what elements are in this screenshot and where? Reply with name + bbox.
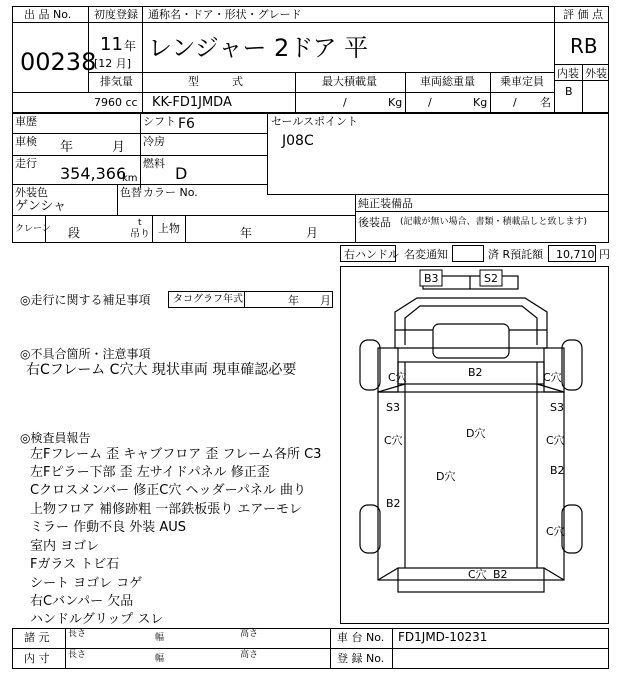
width-label: 幅 [155, 633, 165, 643]
gross-weight-label: 車両総重量 [420, 75, 475, 88]
inspection-year-unit: 年 [60, 140, 74, 155]
ac-label: 冷房 [143, 135, 165, 148]
lot-number: 00238 [20, 48, 97, 76]
aftermarket-note: (記載が無い場合、書類・積載品しと致します) [400, 217, 588, 227]
damage-mark: C穴 [384, 434, 403, 447]
exterior-color: ゲンシャ [15, 199, 67, 214]
inspector-line: Fガラス トビ石 [30, 557, 120, 572]
crane-ton-unit: t [138, 218, 142, 228]
length-label: 長さ [68, 629, 87, 639]
inspector-line: 左Fピラー下部 歪 左サイドパネル 修正歪 [30, 465, 270, 480]
reg-label: 登 録 No. [337, 652, 385, 665]
crane-stage-unit: 段 [68, 226, 81, 240]
model-name: レンジャー 2ドア 平 [148, 34, 369, 62]
inspector-line: シート ヨゴレ コゲ [30, 576, 143, 591]
sales-point: J08C [282, 133, 314, 149]
tachograph-label: タコグラフ年式 [173, 294, 243, 305]
r-notice-label: 済 R預託額 [488, 248, 544, 261]
damage-mark: S3 [550, 401, 564, 414]
damage-mark: C穴 [546, 525, 565, 538]
inspector-line: ハンドルグリップ スレ [30, 612, 164, 627]
inspector-line: 右Cバンパー 欠品 [30, 594, 134, 609]
max-load-unit: Kg [388, 96, 403, 109]
capacity: / [513, 96, 517, 109]
gross-weight-unit: Kg [473, 96, 488, 109]
exterior-label: 外装 [585, 67, 607, 80]
tacho-month-unit: 月 [320, 294, 331, 307]
model-name-label: 通称名・ドア・形状・グレード [148, 8, 302, 21]
damage-mark: D穴 [466, 427, 486, 440]
displacement-label: 排気量 [100, 75, 133, 88]
model-code-label: 型 式 [188, 75, 243, 88]
tacho-year-unit: 年 [288, 294, 299, 307]
driving-notes-label: ◎走行に関する補足事項 [20, 293, 151, 307]
interior-label: 内装 [557, 67, 579, 80]
shift-label: シフト [143, 115, 176, 128]
inspector-line: 上物フロア 補修跡粗 一部鉄板張り エアーモレ [30, 502, 303, 517]
damage-mark: C穴 [546, 434, 565, 447]
deposit: 10,710 [556, 248, 595, 261]
gross-weight: / [428, 96, 432, 109]
exterior-color-label: 外装色 [15, 186, 48, 199]
name-change-label: 名変通知 [404, 248, 448, 261]
inspector-line: ミラー 作動不良 外装 AUS [30, 520, 187, 535]
damage-mark: S3 [386, 401, 400, 414]
color-no-label: カラー No. [143, 186, 198, 199]
damage-mark: D穴 [436, 470, 456, 483]
damage-mark: B2 [386, 497, 401, 510]
defect-label: ◎不具合箇所・注意事項 [20, 347, 151, 361]
bed-month-unit: 月 [306, 226, 319, 240]
chassis-label: 車 台 No. [337, 631, 385, 644]
inspection-label: 車検 [15, 135, 37, 148]
width-label: 幅 [155, 654, 165, 664]
max-load-label: 最大積載量 [322, 75, 377, 88]
length-label: 長さ [68, 650, 87, 660]
color-change-label: 色替 [120, 186, 142, 199]
bed-label: 上物 [158, 222, 180, 235]
lot-label: 出 品 No. [24, 8, 72, 21]
interior-dims-label: 内 寸 [24, 652, 50, 665]
mileage: 354,366 [60, 164, 127, 183]
damage-mark: B2 [493, 568, 508, 581]
defect-text: 右Cフレーム C穴大 現状車両 現車確認必要 [26, 362, 297, 378]
displacement: 7960 cc [94, 96, 138, 109]
max-load: / [343, 96, 347, 109]
damage-mark: B2 [468, 366, 483, 379]
damage-mark: B3 [424, 272, 439, 285]
specs-label: 諸 元 [24, 631, 50, 644]
genuine-equip-label: 純正装備品 [358, 197, 413, 210]
shift: F6 [178, 116, 195, 132]
inspector-line: 左Fフレーム 歪 キャブフロア 歪 フレーム各所 C3 [30, 447, 322, 462]
inspector-line: Cクロスメンバー 修正C穴 ヘッダーパネル 曲り [30, 483, 306, 498]
damage-mark: S2 [484, 272, 498, 285]
capacity-unit: 名 [540, 96, 551, 109]
mileage-unit: km [122, 173, 138, 184]
aftermarket-label: 後装品 [358, 216, 391, 229]
sales-point-label: セールスポイント [271, 115, 359, 128]
history-label: 車歴 [15, 115, 37, 128]
chassis-no: FD1JMD-10231 [398, 630, 488, 644]
grade: RB [570, 34, 598, 58]
deposit-unit: 円 [599, 248, 610, 261]
damage-mark: C穴 [543, 371, 562, 384]
fuel-label: 燃料 [143, 157, 165, 170]
bed-year-unit: 年 [240, 226, 253, 240]
inspection-month-unit: 月 [112, 140, 126, 155]
fuel: D [175, 164, 188, 183]
inspector-label: ◎検査員報告 [20, 431, 91, 445]
interior-grade: B [565, 85, 573, 98]
height-label: 高さ [240, 650, 259, 660]
damage-mark: C穴 [388, 371, 407, 384]
grade-label: 評 価 点 [563, 8, 603, 21]
crane-lift-unit: 吊り [130, 229, 150, 240]
rhd: 右ハンドル [344, 248, 399, 261]
model-code: KK-FD1JMDA [152, 95, 232, 110]
capacity-label: 乗車定員 [500, 75, 544, 88]
crane-label: クレーン [15, 224, 51, 234]
first-reg-label: 初度登録 [94, 8, 138, 21]
mileage-label: 走行 [15, 157, 37, 170]
damage-mark: C穴 [468, 568, 487, 581]
first-reg-month: [12 月] [94, 57, 132, 70]
year-unit: 年 [124, 39, 137, 53]
inspector-line: 室内 ヨゴレ [30, 539, 100, 554]
first-reg-year: 11 [100, 34, 123, 55]
damage-mark: B2 [550, 464, 565, 477]
height-label: 高さ [240, 629, 259, 639]
